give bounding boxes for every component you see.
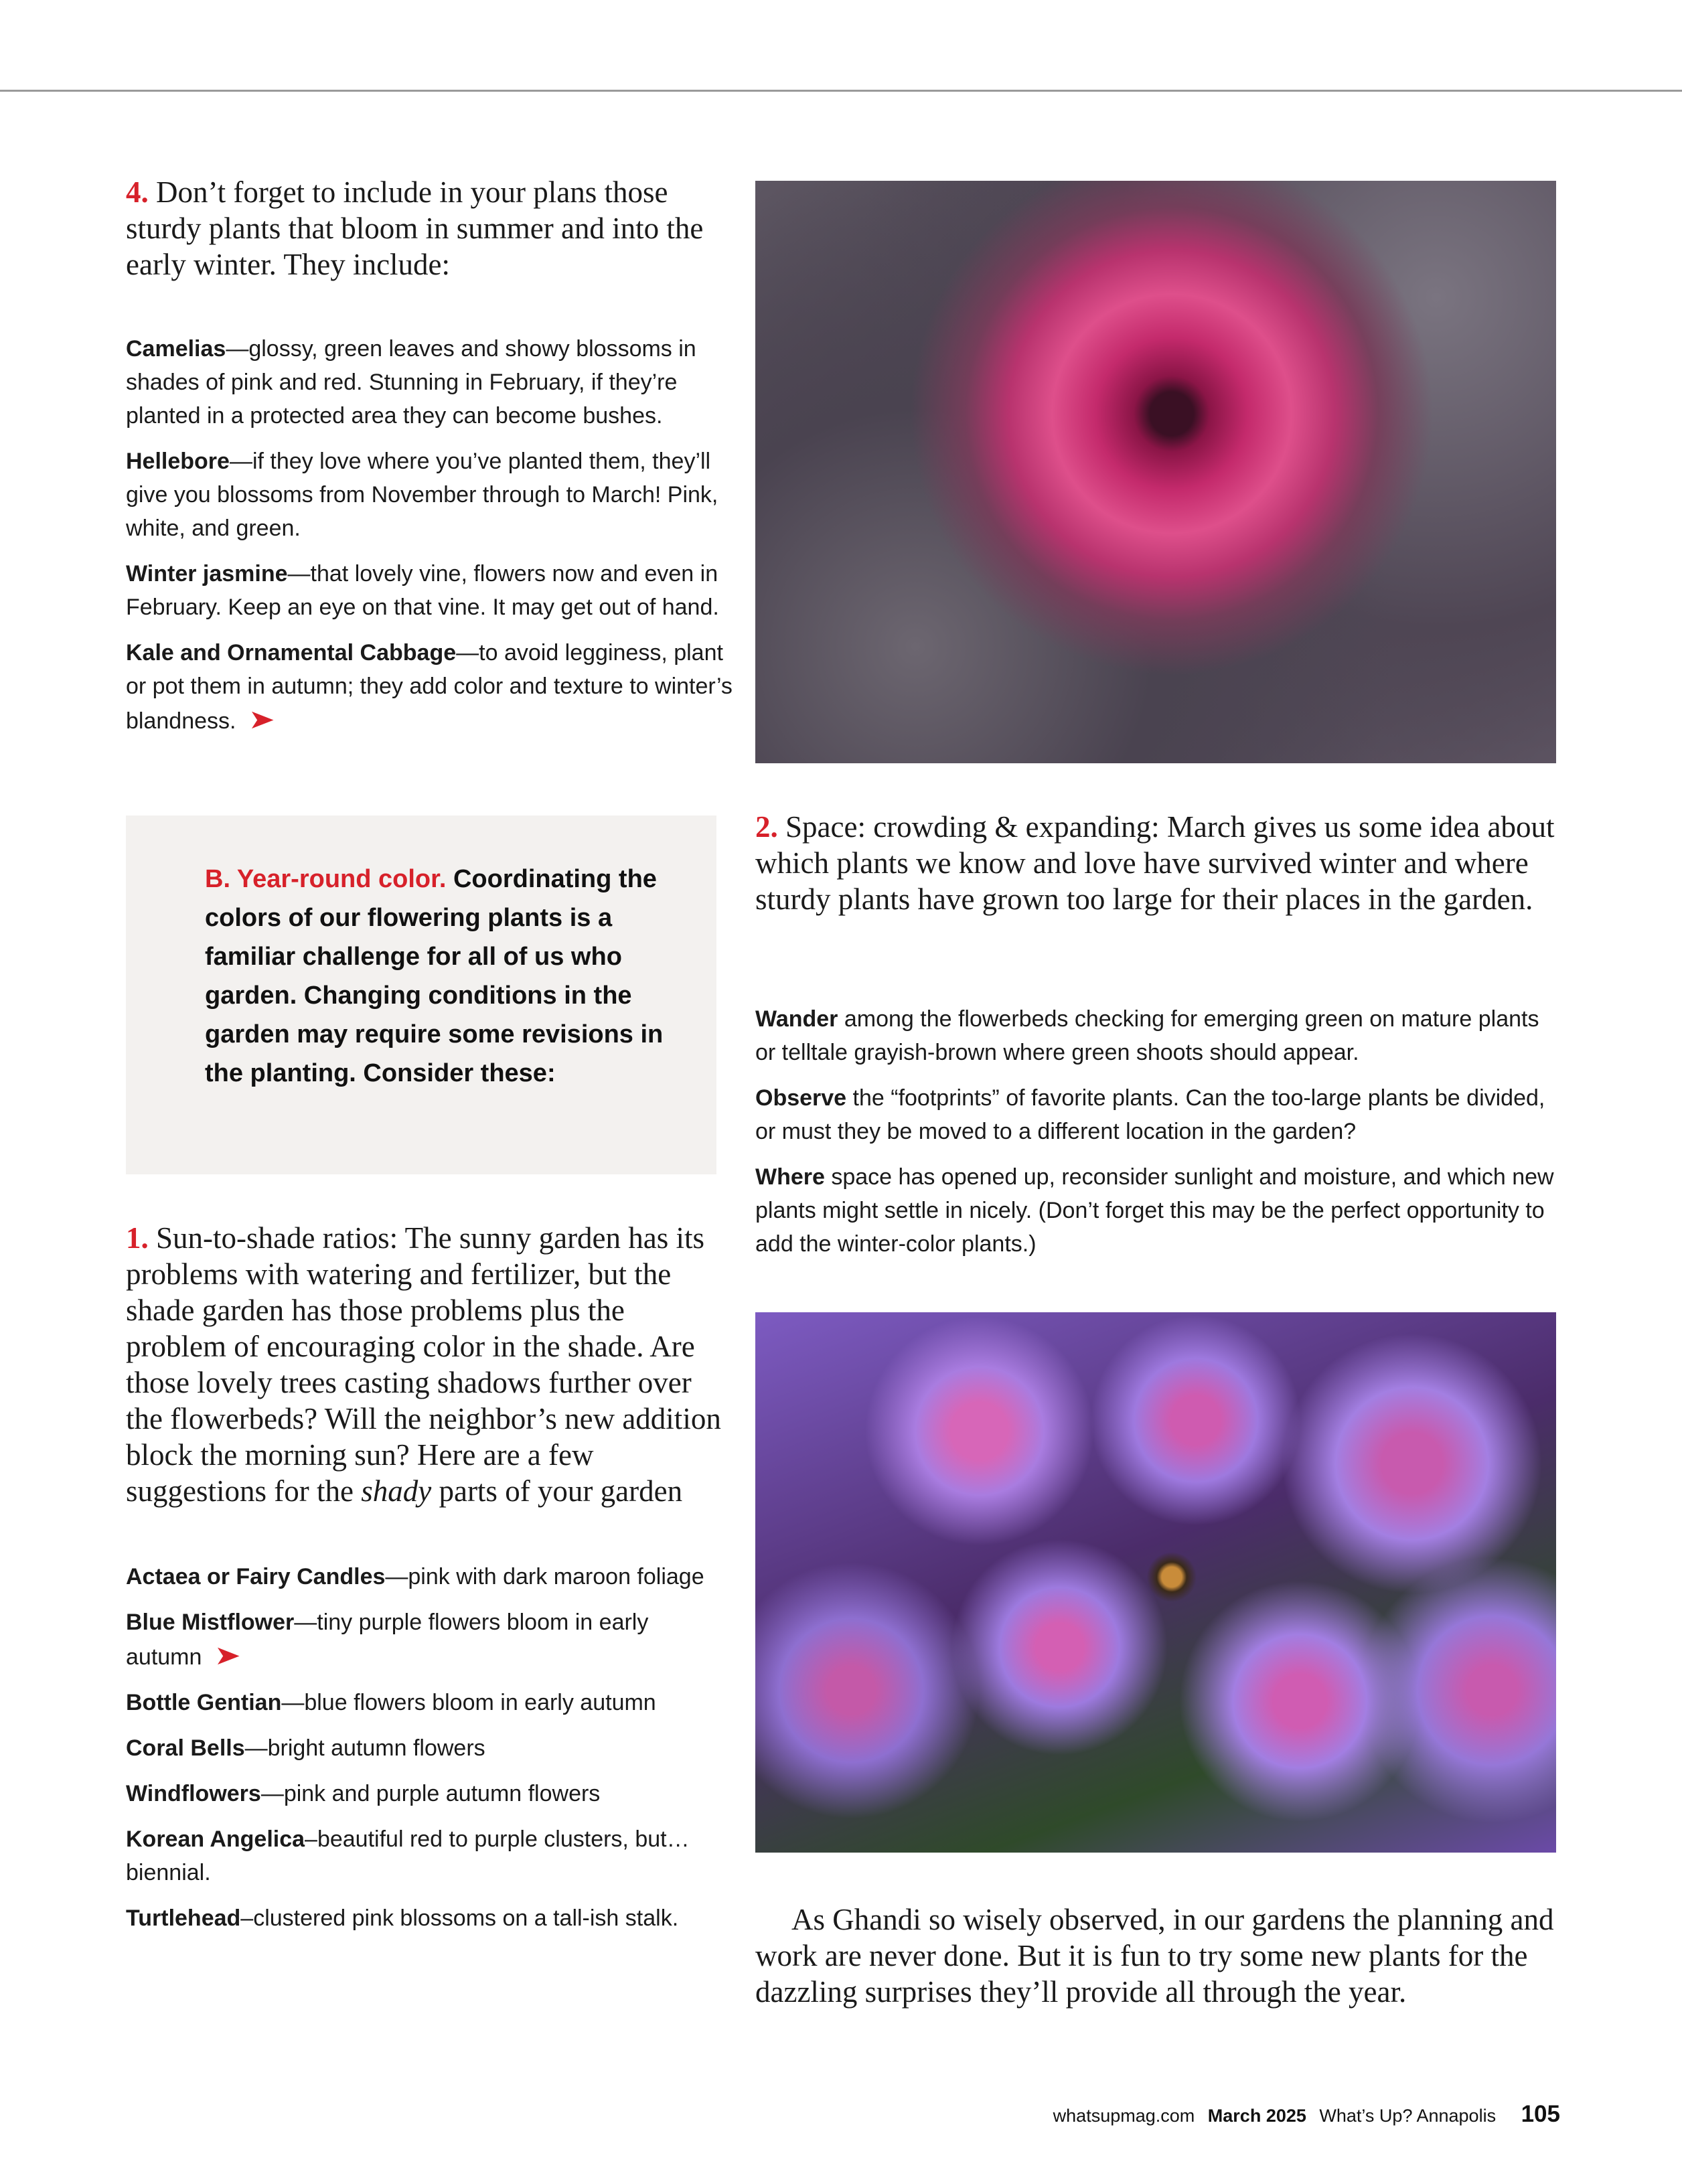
footer-site: whatsupmag.com xyxy=(1053,2106,1195,2126)
footer-magazine: What’s Up? Annapolis xyxy=(1319,2106,1497,2126)
footer-issue: March 2025 xyxy=(1207,2106,1306,2126)
section-intro-text: Sun-to-shade ratios: The sunny garden has its problems with watering and fertilizer, but the shade garden has those problems plus the problem of encouraging color in the shade. Are those lovely trees casting shadows further over the flowerbeds? Will the neighbor’s new addition block the morning sun? Here are a few suggestions for the xyxy=(126,1221,721,1508)
ornamental-cabbage-photo xyxy=(755,181,1556,763)
list-item xyxy=(126,1606,715,1674)
list-item xyxy=(755,1160,1559,1261)
closing-paragraph: As Ghandi so wisely observed, in our gardens the planning and work are never done. But it is fun to try some new plants for the dazzling surprises they’ll provide all through the year. xyxy=(755,1903,1554,2009)
list-item xyxy=(126,1686,715,1719)
section-intro-text: Space: crowding & expanding: March gives us some idea about which plants we know and love have survived winter and where sturdy plants have grown too large for their places in the garden. xyxy=(755,810,1555,916)
item-text: —glossy, green leaves and showy blossoms in shades of pink and red. Stunning in February, if they’re planted in a protected area they can become bushes. xyxy=(126,336,696,428)
callout-text xyxy=(205,860,674,1093)
list-item xyxy=(755,1002,1559,1069)
item-text: among the flowerbeds checking for emerging green on mature plants or telltale grayish-brown where green shoots should appear. xyxy=(755,1006,1539,1065)
list-item xyxy=(126,557,742,624)
list-item xyxy=(126,1560,715,1593)
section-number: 4. xyxy=(126,175,149,209)
section-intro-text-end: parts of your garden xyxy=(431,1474,683,1508)
section4-list xyxy=(126,332,742,750)
item-name: Windflowers xyxy=(126,1781,261,1806)
item-text: –beautiful red to purple clusters, but… biennial. xyxy=(126,1826,690,1885)
item-name: Hellebore xyxy=(126,449,230,474)
list-item xyxy=(126,1822,715,1889)
item-text: space has opened up, reconsider sunlight and moisture, and which new plants might settle in nicely. (Don’t forget this may be the perfect opportunity to add the winter-color plants.) xyxy=(755,1164,1554,1257)
section1-list xyxy=(126,1560,715,1947)
red-arrow-icon: ➤ xyxy=(214,1641,242,1670)
item-name: Kale and Ornamental Cabbage xyxy=(126,640,457,666)
list-item xyxy=(126,1731,715,1765)
item-text: –clustered pink blossoms on a tall-ish stalk. xyxy=(240,1905,679,1931)
item-name: Bottle Gentian xyxy=(126,1690,282,1715)
item-name: Actaea or Fairy Candles xyxy=(126,1564,386,1589)
bee-on-flowers-photo xyxy=(755,1312,1556,1853)
item-name: Where xyxy=(755,1164,825,1190)
item-name: Observe xyxy=(755,1085,847,1111)
item-text: —that lovely vine, flowers now and even in February. Keep an eye on that vine. It may get out of hand. xyxy=(126,561,719,620)
list-item xyxy=(126,636,742,738)
item-text: —pink and purple autumn flowers xyxy=(260,1781,601,1806)
item-name: Turtlehead xyxy=(126,1905,241,1931)
item-text: —blue flowers bloom in early autumn xyxy=(281,1690,656,1715)
item-text: —pink with dark maroon foliage xyxy=(385,1564,704,1589)
page-number: 105 xyxy=(1521,2101,1560,2127)
callout-lead: B. Year-round color. xyxy=(205,865,447,893)
item-name: Wander xyxy=(755,1006,838,1032)
item-name: Winter jasmine xyxy=(126,561,288,587)
page-footer xyxy=(1045,2101,1560,2128)
section1-intro xyxy=(126,1220,729,1509)
section2-list xyxy=(755,1002,1559,1273)
callout-body: Coordinating the colors of our flowering plants is a familiar challenge for all of us who garden. Changing conditions in the garden may require some revisions in the planting. Consider these: xyxy=(205,865,664,1087)
item-text: —bright autumn flowers xyxy=(244,1735,485,1761)
section-number: 1. xyxy=(126,1221,149,1255)
item-text: —to avoid legginess, plant or pot them in autumn; they add color and texture to winter’s blandness. xyxy=(126,640,733,734)
header-rule xyxy=(0,90,1682,92)
item-text: —if they love where you’ve planted them, they’ll give you blossoms from November through to March! Pink, white, and green. xyxy=(126,449,718,541)
list-item xyxy=(126,445,742,545)
section-number: 2. xyxy=(755,810,778,844)
red-arrow-icon: ➤ xyxy=(248,705,276,734)
section4-intro xyxy=(126,174,739,283)
list-item xyxy=(126,332,742,433)
list-item xyxy=(126,1777,715,1810)
list-item xyxy=(755,1081,1559,1148)
item-text: the “footprints” of favorite plants. Can the too-large plants be divided, or must they be moved to a different location in the garden? xyxy=(755,1085,1545,1144)
item-text: —tiny purple flowers bloom in early autumn xyxy=(126,1610,649,1670)
item-name: Blue Mistflower xyxy=(126,1610,295,1635)
item-name: Camelias xyxy=(126,336,226,362)
item-name: Korean Angelica xyxy=(126,1826,305,1852)
section-intro-emphasis: shady xyxy=(361,1474,432,1508)
section2-intro xyxy=(755,809,1559,917)
callout-box xyxy=(126,815,716,1174)
item-name: Coral Bells xyxy=(126,1735,245,1761)
list-item xyxy=(126,1901,715,1935)
section-intro-text: Don’t forget to include in your plans those sturdy plants that bloom in summer and into the early winter. They include: xyxy=(126,175,704,281)
